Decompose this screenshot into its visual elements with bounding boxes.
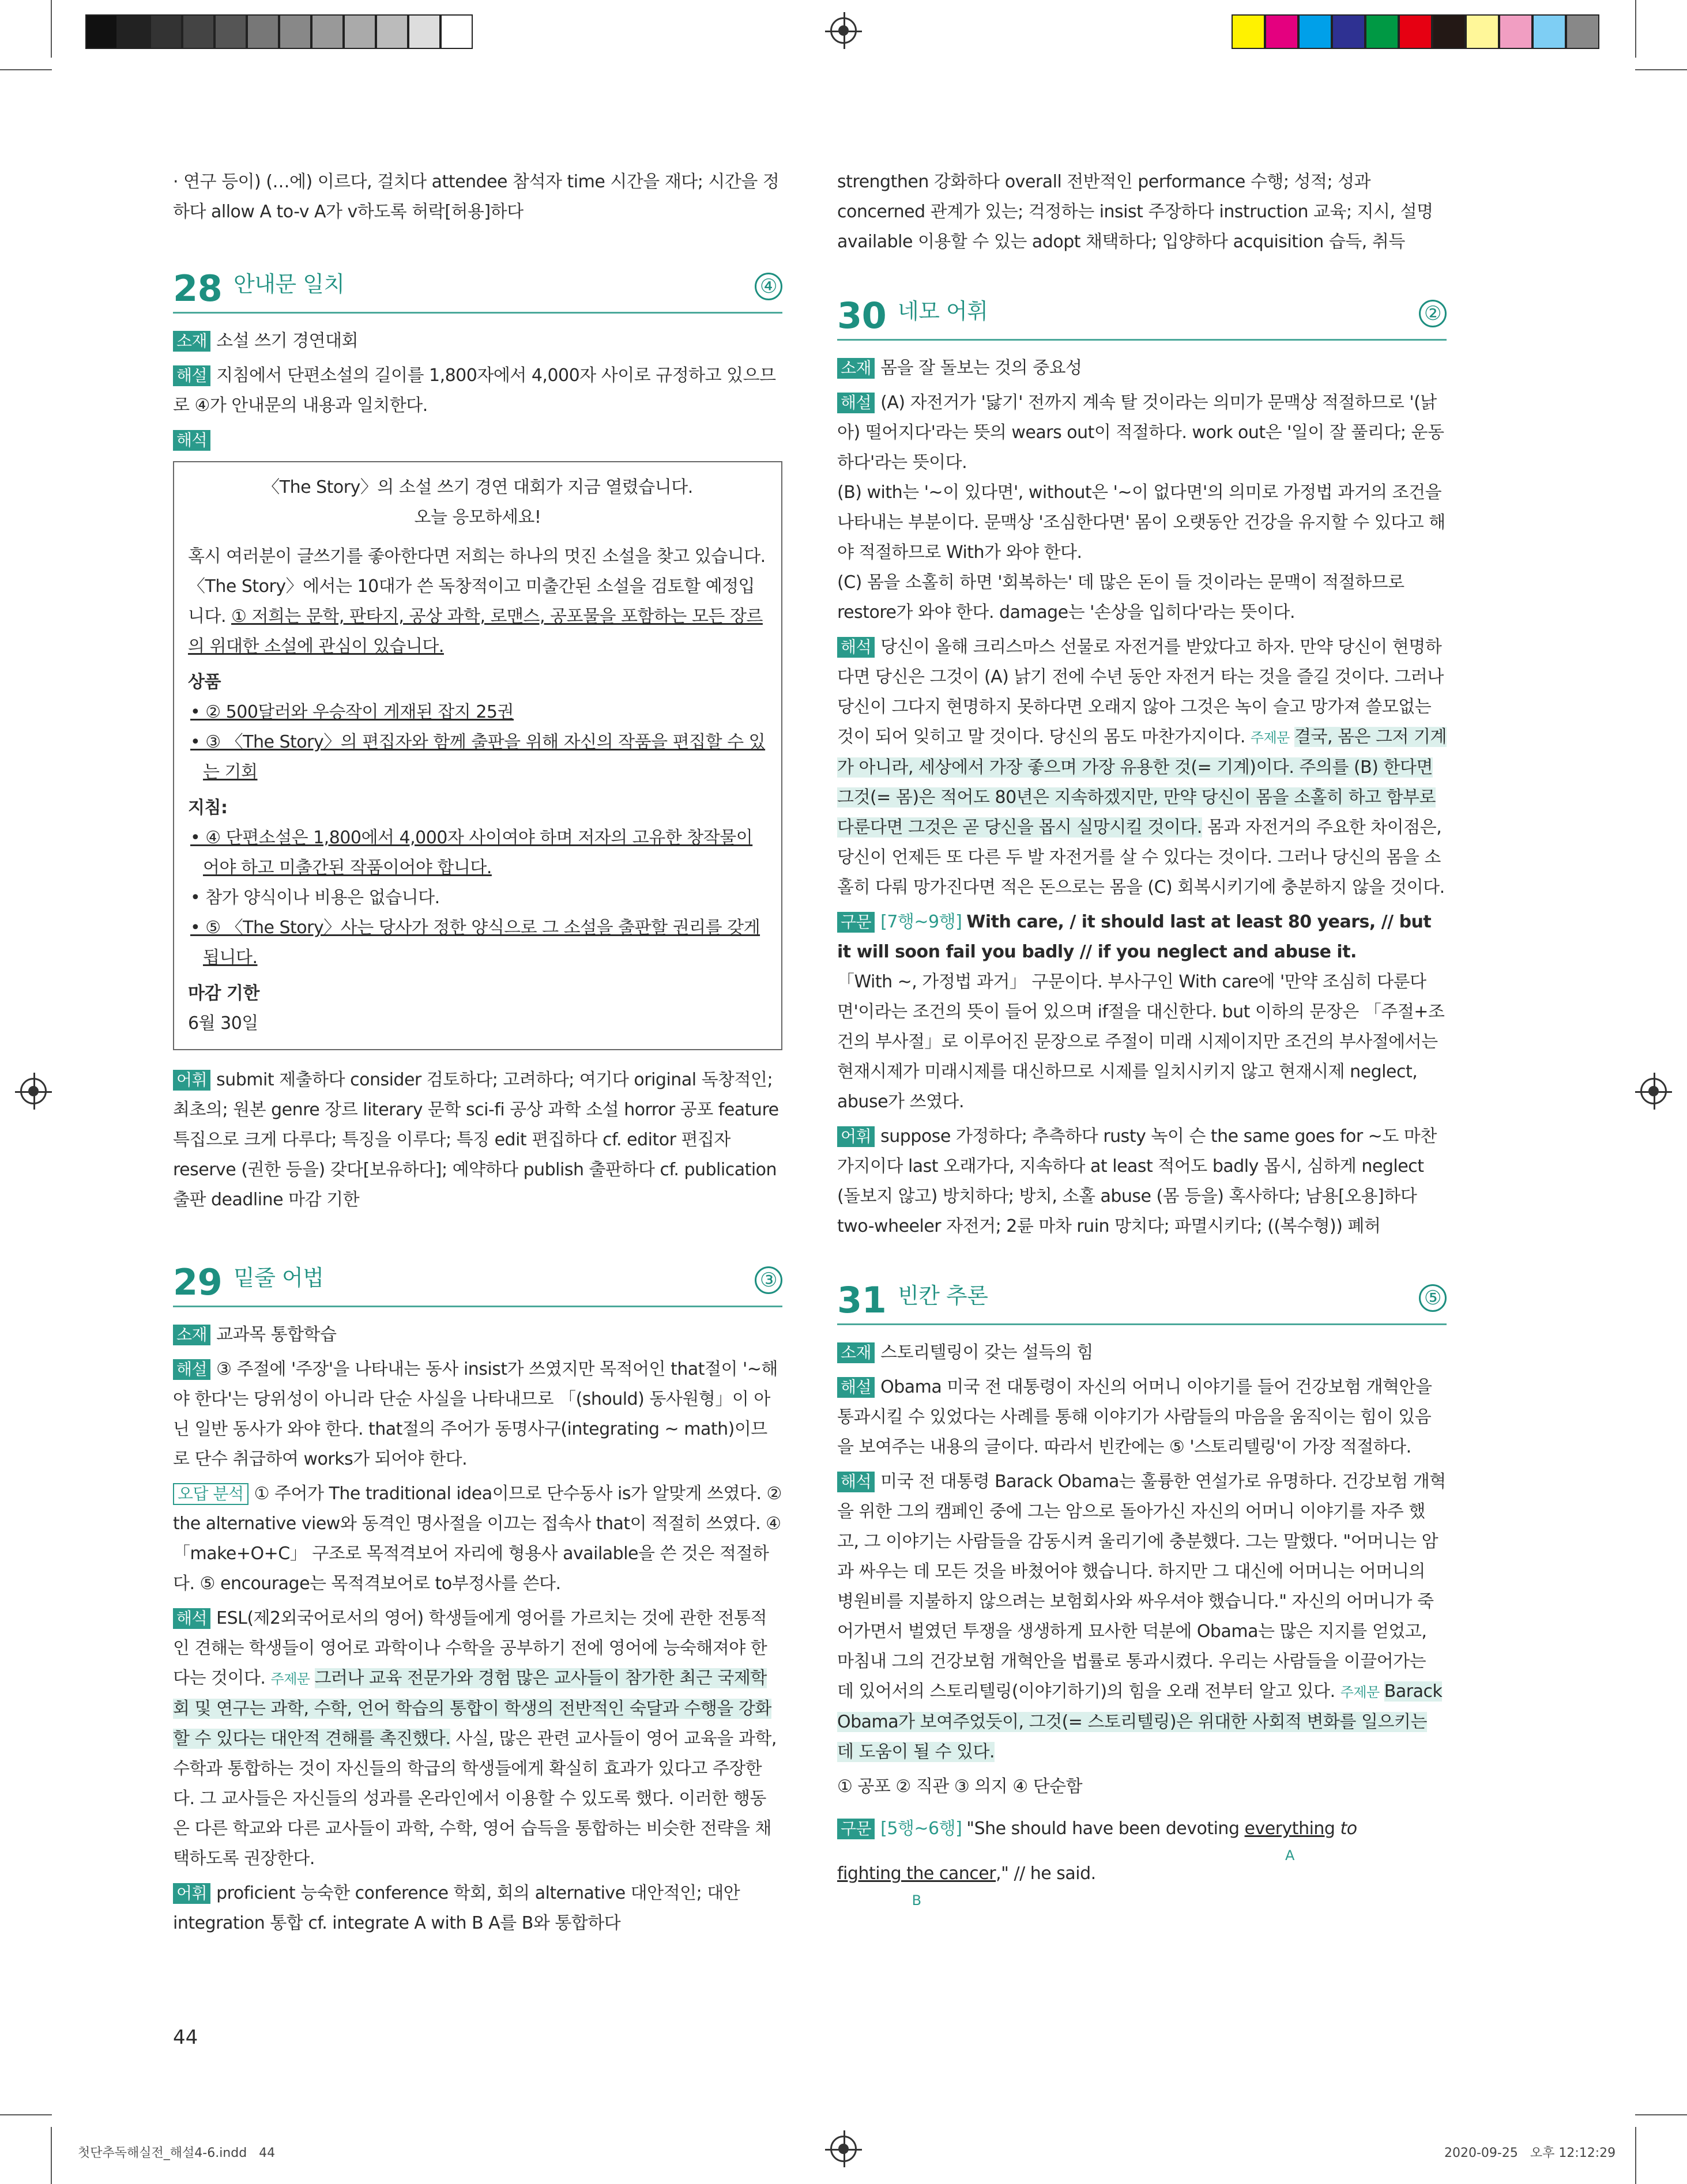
question-title: 안내문 일치	[234, 271, 345, 297]
gray-swatch	[118, 14, 150, 49]
notice-title: 〈The Story〉의 소설 쓰기 경연 대회가 지금 열렸습니다.	[262, 477, 693, 497]
gray-swatch	[214, 14, 247, 49]
syntax-tag: 구문	[837, 912, 875, 933]
gray-swatch	[408, 14, 440, 49]
question-title: 빈칸 추론	[898, 1283, 988, 1308]
wrong-answer-analysis	[173, 1479, 782, 1599]
question-title: 밑줄 어법	[234, 1265, 324, 1291]
topic-line	[173, 326, 782, 356]
gray-swatch	[182, 14, 214, 49]
explanation-b: (B) with는 '~이 있다면', without은 '~이 없다면'의 의미로 가정법 과거의 조건을 나타내는 부분이다. 문맥상 '조심한다면' 몸이 오랫동안 건강을 유지할 수 있다고 해야 적절하므로 With가 와야 한다.	[837, 482, 1445, 563]
syntax-key-b	[837, 1851, 996, 1908]
notice-intro-underlined: ① 저희는 문학, 판타지, 공상 과학, 로맨스, 공포물을 포함하는 모든 장르의 위대한 소설에 관심이 있습니다.	[188, 606, 763, 657]
rule-item: • ④ 단편소설은 1,800에서 4,000자 사이여야 하며 저자의 고유한 창작물이어야 하고 미출간된 작품이어야 합니다.	[190, 828, 753, 878]
topic-tag: 소재	[837, 1342, 875, 1363]
crop-mark	[1635, 0, 1636, 58]
syntax-line-range: [5행~6행]	[880, 1819, 962, 1839]
gray-swatch	[311, 14, 344, 49]
question-29-header	[173, 1254, 782, 1307]
topic-sentence: 그러나 교육 전문가와 경험 많은 교사들이 참가한 최근 국제학회 및 연구는 과학, 수학, 언어 학습의 통합이 학생의 전반적인 숙달과 수행을 강화할 수 있다는 대안적 견해를 촉진했다.	[173, 1668, 771, 1749]
registration-mark-right	[1640, 1078, 1667, 1104]
syntax-key-a-text: everything	[1244, 1819, 1335, 1839]
explanation-line	[173, 361, 782, 421]
vocabulary-tag: 어휘	[837, 1126, 875, 1147]
translation-paragraph	[837, 632, 1447, 903]
prize-heading: 상품	[188, 672, 221, 692]
vocabulary-tag: 어휘	[173, 1883, 210, 1904]
crop-mark	[0, 69, 52, 70]
topic-tag: 소재	[173, 1325, 210, 1345]
translation-text: ESL(제2외국어로서의 영어) 학생들에게 영어를 가르치는 것에 관한 전통적인 견해는 학생들이 영어로 과학이나 수학을 공부하기 전에 영어에 능숙해져야 한다는 것이다.	[173, 1608, 767, 1688]
prize-list	[188, 697, 767, 787]
syntax-line-range: [7행~9행]	[880, 912, 962, 932]
color-swatch	[1365, 14, 1399, 49]
gray-swatch	[344, 14, 376, 49]
right-column	[837, 167, 1447, 1908]
prize-item: • ③ 〈The Story〉의 편집자와 함께 출판을 위해 자신의 작품을 편집할 수 있는 기회	[190, 732, 766, 782]
question-title: 네모 어휘	[898, 299, 988, 324]
vocabulary-tag: 어휘	[173, 1070, 210, 1091]
color-swatch	[1399, 14, 1432, 49]
topic-line	[837, 353, 1447, 383]
topic-text: 몸을 잘 돌보는 것의 중요성	[880, 358, 1082, 378]
crop-mark	[1635, 2127, 1636, 2184]
topic-tag: 소재	[837, 358, 875, 379]
translation-tag: 해석	[173, 430, 210, 451]
question-31-header	[837, 1272, 1447, 1325]
gray-swatch	[440, 14, 473, 49]
registration-mark-top	[830, 17, 857, 44]
left-column	[173, 167, 782, 1943]
crop-mark	[51, 2127, 52, 2184]
explanation-text: ③ 주절에 '주장'을 나타내는 동사 insist가 쓰였지만 목적어인 that절이 '~해야 한다'는 당위성이 아니라 단순 사실을 나타내므로 「(should) 동사원형」이 아닌 일반 동사가 와야 한다. that절의 주어가 동명사구(integrating ~ math)이므로 단수 취급하여 works가 되어야 한다.	[173, 1359, 778, 1469]
gray-swatch	[247, 14, 279, 49]
intro-vocabulary: · 연구 등이) (…에) 이르다, 걸치다 attendee 참석자 time 시간을 재다; 시간을 정하다 allow A to-v A가 v하도록 허락[허용]하다	[173, 172, 780, 222]
gray-swatch	[85, 14, 118, 49]
translation-text: 미국 전 대통령 Barack Obama는 훌륭한 연설가로 유명하다. 건강보험 개혁을 위한 그의 캠페인 중에 그는 암으로 돌아가신 자신의 어머니 이야기를 자주 했고, 그 이야기는 사람들을 감동시켜 울리기에 충분했다. 그는 말했다. "어머니는 암과 싸우는 데 모든 것을 바쳤어야 했습니다. 하지만 그 대신에 어머니는 어머니의 병원비를 지불하지 않으려는 보험회사와 싸우셔야 했습니다." 자신의 어머니가 죽어가면서 벌였던 투쟁을 생생하게 묘사한 덕분에 Obama는 많은 지지를 얻었고, 마침내 그의 건강보험 개혁안을 법률로 통과시켰다. 우리는 사람들을 이끌어가는 데 있어서의 스토리텔링(이야기하기)의 힘을 오래 전부터 알고 있다.	[837, 1472, 1446, 1702]
syntax-line	[837, 907, 1447, 967]
answer-badge: ②	[1419, 300, 1447, 327]
color-swatch	[1432, 14, 1466, 49]
color-swatch	[1332, 14, 1365, 49]
page-number: 44	[173, 2026, 198, 2049]
translation-tag: 해석	[837, 1472, 875, 1492]
gray-swatch	[279, 14, 311, 49]
topic-tag: 소재	[173, 331, 210, 352]
topic-line	[837, 1338, 1447, 1368]
syntax-tag: 구문	[837, 1819, 875, 1839]
deadline-heading: 마감 기한	[188, 983, 259, 1004]
syntax-sentence-start: "She should have been devoting	[966, 1819, 1240, 1839]
color-swatch	[1466, 14, 1499, 49]
rules-list	[188, 823, 767, 973]
color-swatch	[1499, 14, 1532, 49]
vocabulary-30	[837, 1122, 1447, 1242]
notice-intro-text: 혹시 여러분이 글쓰기를 좋아한다면 저희는 하나의 멋진 소설을 찾고 있습니다. 〈The Story〉에서는 10대가 쓴 독창적이고 미출간된 소설을 검토할 예정입니다.	[188, 546, 766, 627]
translation-tag: 해석	[173, 1608, 210, 1629]
answer-badge: ⑤	[1419, 1284, 1447, 1312]
explanation-line	[173, 1355, 782, 1474]
print-timestamp: 2020-09-25 오후 12:12:29	[1444, 2146, 1616, 2160]
explanation-line	[837, 1372, 1447, 1462]
translation-paragraph	[173, 1604, 782, 1874]
question-number: 31	[837, 1279, 887, 1321]
color-swatch	[1232, 14, 1265, 49]
crop-mark	[1635, 69, 1687, 70]
question-number: 28	[173, 267, 223, 310]
syntax-explanation: 「With ~, 가정법 과거」 구문이다. 부사구인 With care에 '만약 조심히 다룬다면'이라는 조건의 뜻이 들어 있으며 if절을 대신한다. but 이하의 문장은 「주절+조건의 부사절」로 이루어진 문장으로 주절이 미래 시제이지만 조건의 부사절에서는 현재시제가 미래시제를 대신하므로 시제를 일치시키지 않고 현재시제 neglect, abuse가 쓰였다.	[837, 972, 1445, 1112]
translation-tag: 해석	[837, 637, 875, 658]
translation-label-line	[173, 425, 782, 455]
translation-text: 당신이 올해 크리스마스 선물로 자전거를 받았다고 하자. 만약 당신이 현명하다면 당신은 그것이 (A) 낡기 전에 수년 동안 자전거 타는 것을 즐길 것이다. 그러나 당신이 그다지 현명하지 못하다면 오래지 않아 그것은 녹이 슬고 망가져 쓸모없는 것이 되어 잊히고 말 것이다. 당신의 몸도 마찬가지이다.	[837, 637, 1444, 747]
rules-heading: 지침:	[188, 798, 228, 818]
color-swatch	[1298, 14, 1332, 49]
syntax-line	[837, 1806, 1447, 1908]
question-number: 29	[173, 1261, 223, 1303]
vocabulary-text: submit 제출하다 consider 검토하다; 고려하다; 여기다 original 독창적인; 최초의; 원본 genre 장르 literary 문학 sci-fi 공상 과학 소설 horror 공포 feature 특집으로 크게 다루다; 특징을 이루다; 특징 edit 편집하다 cf. editor 편집자 reserve (권한 등을) 갖다[보유하다]; 예약하다 publish 출판하다 cf. publication 출판 deadline 마감 기한	[173, 1070, 779, 1210]
wrong-answer-tag: 오답 분석	[173, 1483, 248, 1505]
explanation-line	[837, 388, 1447, 478]
topic-sentence-label: 주제문	[1340, 1684, 1380, 1700]
topic-text: 스토리텔링이 갖는 설득의 힘	[880, 1342, 1093, 1363]
explanation-text: 지침에서 단편소설의 길이를 1,800자에서 4,000자 사이로 규정하고 있으므로 ④가 안내문의 내용과 일치한다.	[173, 365, 776, 416]
vocabulary-text: proficient 능숙한 conference 학회, 회의 alternative 대안적인; 대안 integration 통합 cf. integrate A with B A를 B와 통합하다	[173, 1883, 740, 1933]
syntax-preposition: to	[1340, 1819, 1357, 1839]
registration-mark-left	[20, 1078, 47, 1104]
answer-badge: ③	[755, 1266, 782, 1294]
syntax-key-b-text: fighting the cancer	[837, 1864, 996, 1884]
topic-text: 소설 쓰기 경연대회	[216, 331, 359, 351]
gray-swatch	[376, 14, 408, 49]
color-swatch	[1532, 14, 1566, 49]
gray-swatch	[150, 14, 182, 49]
crop-mark	[51, 0, 52, 58]
question-28-header	[173, 261, 782, 314]
translation-text: 사실, 많은 관련 교사들이 영어 교육을 과학, 수학과 통합하는 것이 자신들의 학급의 학생들에게 확실히 효과가 있다고 주장한다. 그 교사들은 자신들의 성과를 온라인에서 이용할 수 있도록 했다. 이러한 행동은 다른 학교와 다른 교사들이 과학, 수학, 영어 습득을 통합하는 비슷한 전략을 채택하도록 권장한다.	[173, 1729, 777, 1869]
answer-options: ① 공포 ② 직관 ③ 의지 ④ 단순함	[837, 1776, 1083, 1797]
question-number: 30	[837, 295, 887, 337]
notice-intro	[188, 542, 767, 662]
notice-translation-box	[173, 461, 782, 1050]
registration-mark-bottom	[830, 2136, 857, 2162]
rule-item: • 참가 양식이나 비용은 없습니다.	[190, 888, 440, 908]
crop-mark	[0, 2114, 52, 2115]
syntax-sentence: With care, / it should last at least 80 years, // but it will soon fail you badly // if you neglect and abuse it.	[837, 912, 1432, 962]
wrong-answer-text: ① 주어가 The traditional idea이므로 단수동사 is가 알맞게 쓰였다. ② the alternative view와 동격인 명사절을 이끄는 접속사 that이 적절히 쓰였다. ④「make+O+C」 구조로 목적격보어 자리에 형용사 available을 쓴 것은 적절하다. ⑤ encourage는 목적격보어로 to부정사를 쓴다.	[173, 1484, 782, 1594]
topic-text: 교과목 통합학습	[216, 1325, 337, 1345]
explanation-tag: 해설	[173, 365, 210, 386]
topic-sentence: 결국, 몸은 그저 기계가 아니라, 세상에서 가장 좋으며 가장 유용한 것(= 기계)이다. 주의를 (B) 한다면 그것(= 몸)은 적어도 80년은 지속하겠지만, 만약 당신이 몸을 소홀히 하고 함부로 다룬다면 그것은 곧 당신을 몹시 실망시킬 것이다.	[837, 727, 1447, 838]
syntax-label-a: A	[1285, 1847, 1294, 1864]
rule-item: • ⑤ 〈The Story〉사는 당사가 정한 양식으로 그 소설을 출판할 권리를 갖게 됩니다.	[190, 918, 760, 968]
crop-mark	[1635, 2114, 1687, 2115]
vocabulary-28	[173, 1065, 782, 1215]
prize-item: • ② 500달러와 우승작이 게재된 잡지 25권	[190, 702, 514, 722]
explanation-tag: 해설	[837, 1377, 875, 1398]
vocabulary-29	[173, 1879, 782, 1938]
explanation-a: (A) 자전거가 '닳기' 전까지 계속 탈 것이라는 의미가 문맥상 적절하므로 '(낡아) 떨어지다'라는 뜻의 wears out이 적절하다. work out은 '일이 잘 풀리다; 운동하다'라는 뜻이다.	[837, 393, 1444, 473]
answer-badge: ④	[755, 273, 782, 300]
question-30-header	[837, 288, 1447, 341]
explanation-c: (C) 몸을 소홀히 하면 '회복하는' 데 많은 돈이 들 것이라는 문맥이 적절하므로 restore가 와야 한다. damage는 '손상을 입히다'라는 뜻이다.	[837, 572, 1404, 623]
file-label: 첫단추독해실전_해설4-6.indd 44	[78, 2146, 276, 2160]
syntax-label-b: B	[912, 1892, 921, 1908]
deadline-value: 6월 30일	[188, 1013, 258, 1033]
color-swatch	[1566, 14, 1599, 49]
intro-vocabulary: strengthen 강화하다 overall 전반적인 performance 수행; 성적; 성과 concerned 관계가 있는; 걱정하는 insist 주장하다 instruction 교육; 지시, 설명 available 이용할 수 있는 adopt 채택하다; 입양하다 acquisition 습득, 취득	[837, 172, 1433, 252]
explanation-tag: 해설	[837, 393, 875, 413]
vocabulary-text: suppose 가정하다; 추측하다 rusty 녹이 슨 the same goes for ~도 마찬가지이다 last 오래가다, 지속하다 at least 적어도 badly 몹시, 심하게 neglect (돌보지 않고) 방치하다; 방치, 소홀 abuse (몸 등을) 혹사하다; 남용[오용]하다 two-wheeler 자전거; 2륜 마차 ruin 망치다; 파멸시키다; ((복수형)) 폐허	[837, 1126, 1437, 1236]
topic-line	[173, 1320, 782, 1350]
translation-paragraph	[837, 1467, 1447, 1767]
explanation-tag: 해설	[173, 1359, 210, 1380]
color-swatch	[1265, 14, 1298, 49]
explanation-text: Obama 미국 전 대통령이 자신의 어머니 이야기를 들어 건강보험 개혁안을 통과시킬 수 있었다는 사례를 통해 이야기가 사람들의 마음을 움직이는 힘이 있음을 보여주는 내용의 글이다. 따라서 빈칸에는 ⑤ '스토리텔링'이 가장 적절하다.	[837, 1377, 1432, 1457]
translation-text: 몸과 자전거의 주요한 차이점은, 당신이 언제든 또 다른 두 발 자전거를 살 수 있다는 것이다. 그러나 당신의 몸을 소홀히 다뤄 망가진다면 적은 돈으로는 몸을 (C) 회복시키기에 충분하지 않을 것이다.	[837, 817, 1445, 897]
topic-sentence-label: 주제문	[270, 1671, 310, 1687]
topic-sentence-label: 주제문	[1250, 730, 1290, 746]
topic-sentence: Barack Obama가 보여주었듯이, 그것(= 스토리텔링)은 위대한 사회적 변화를 일으키는 데 도움이 될 수 있다.	[837, 1681, 1443, 1762]
syntax-key-a	[1244, 1806, 1335, 1864]
syntax-sentence-end: ," // he said.	[996, 1864, 1096, 1884]
notice-subtitle: 오늘 응모하세요!	[414, 507, 541, 527]
